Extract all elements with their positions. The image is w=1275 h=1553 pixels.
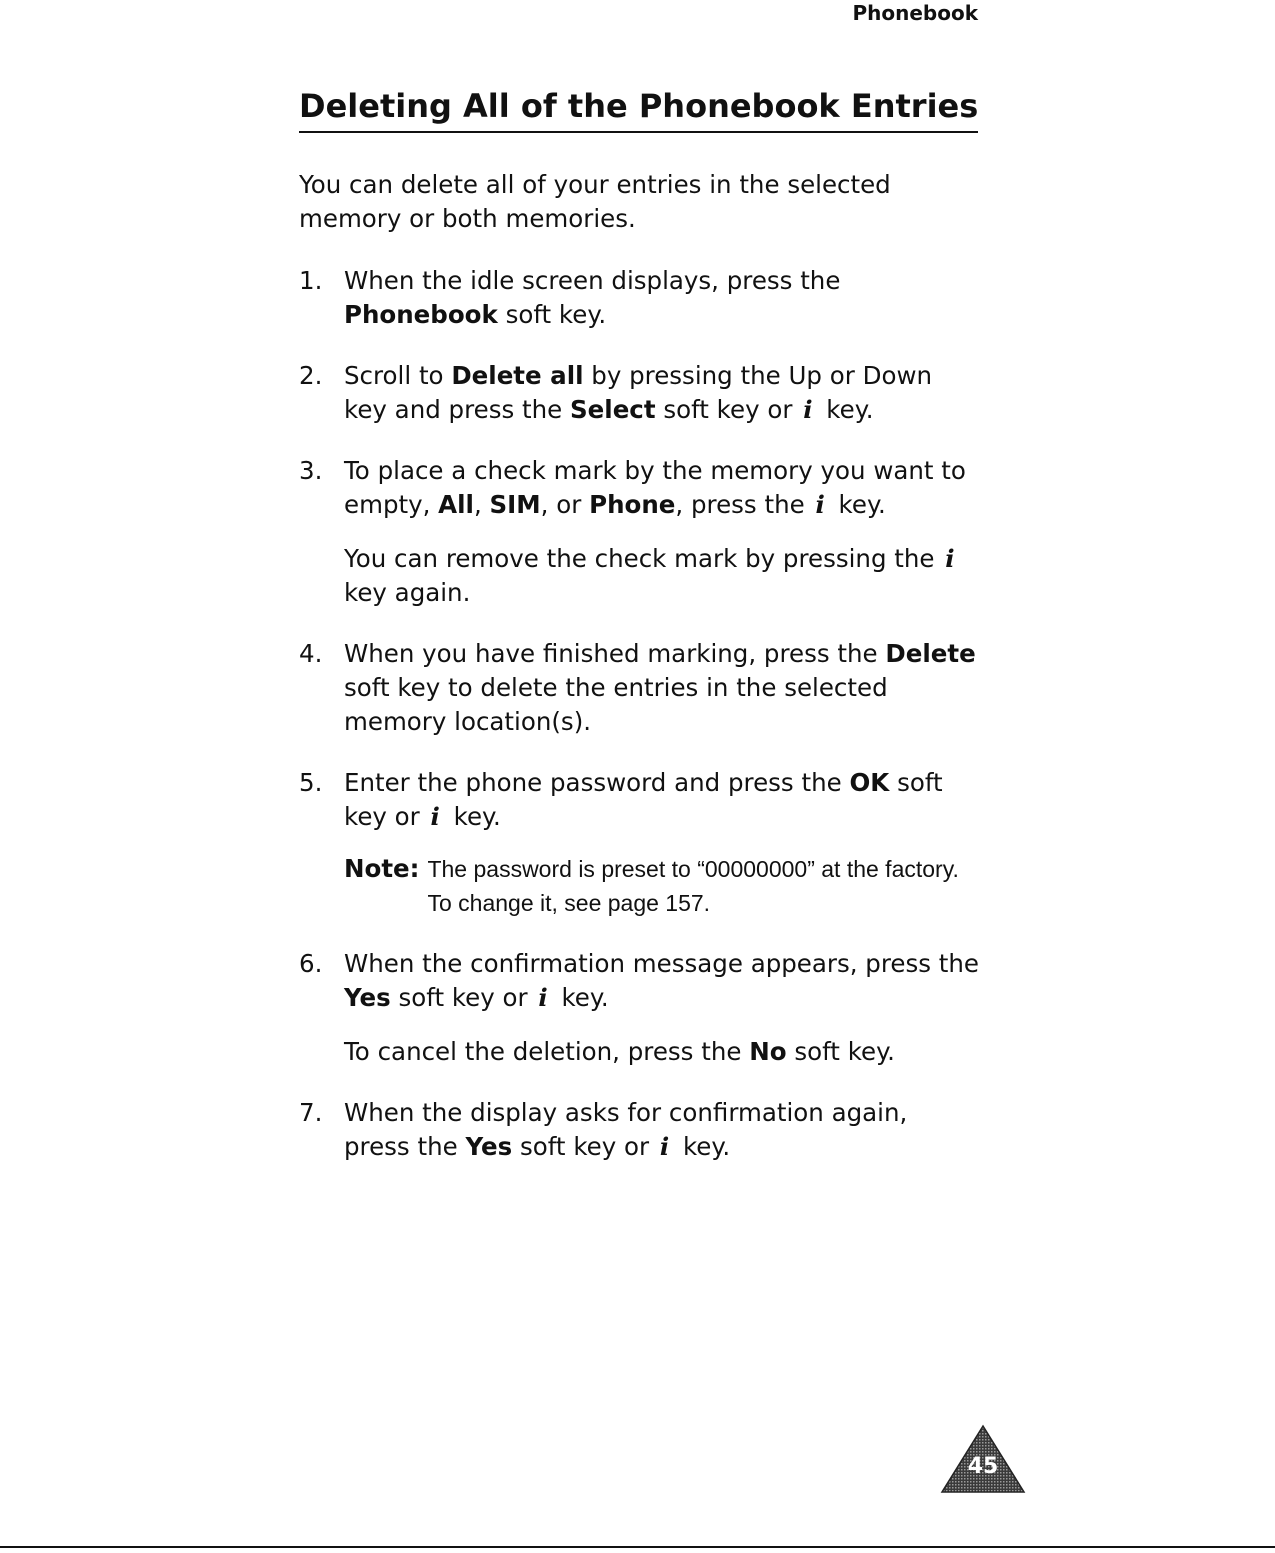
step-number: 4.: [299, 639, 323, 668]
option-name: Phone: [589, 490, 676, 519]
note-label: Note:: [344, 854, 420, 883]
key-name: No: [749, 1037, 787, 1066]
step-subparagraph: To cancel the deletion, press the No soft key.: [344, 1037, 895, 1066]
step-number: 3.: [299, 456, 323, 485]
i-key-icon: i: [945, 544, 955, 573]
menu-name: Delete all: [451, 361, 584, 390]
step-number: 5.: [299, 768, 323, 797]
step-subparagraph: You can remove the check mark by pressing the i key again.: [344, 544, 955, 607]
intro-paragraph: You can delete all of your entries in the selected memory or both memories.: [299, 170, 891, 233]
page-number: 45: [967, 1454, 999, 1479]
key-name: Yes: [344, 983, 391, 1012]
title-underline: [299, 131, 978, 133]
step-number: 6.: [299, 949, 323, 978]
key-name: Yes: [465, 1132, 513, 1161]
key-name: OK: [849, 768, 890, 797]
option-name: All: [438, 490, 474, 519]
note: [344, 852, 979, 920]
i-key-icon: i: [815, 490, 825, 519]
note-text: The password is preset to “00000000” at the factory. To change it, see page 157.: [427, 856, 959, 916]
step-text: Scroll to Delete all by pressing the Up or Down key and press the Select soft key or i key.: [344, 359, 979, 427]
key-name: Select: [570, 395, 656, 424]
step-text: To place a check mark by the memory you want to empty, All, SIM, or Phone, press the i key.: [344, 454, 979, 522]
i-key-icon: i: [430, 802, 440, 831]
bottom-rule: [0, 1546, 1275, 1548]
step-number: 2.: [299, 361, 323, 390]
option-name: SIM: [489, 490, 541, 519]
step-text: When the idle screen displays, press the Phonebook soft key.: [344, 266, 841, 329]
body-content: [299, 168, 979, 1191]
i-key-icon: i: [538, 983, 548, 1012]
step-4: [299, 637, 979, 739]
step-7: [299, 1096, 979, 1164]
step-3: [299, 454, 979, 610]
step-text: When you have finished marking, press the Delete soft key to delete the entries in the selected memory location(s).: [344, 639, 976, 736]
steps-list: [299, 264, 979, 1164]
step-number: 1.: [299, 266, 323, 295]
page-number-badge: [940, 1424, 1026, 1494]
step-text: Enter the phone password and press the OK soft key or i key.: [344, 766, 979, 834]
i-key-icon: i: [659, 1132, 670, 1161]
step-text: When the display asks for confirmation again, press the Yes soft key or i key.: [344, 1096, 979, 1164]
step-text: When the confirmation message appears, press the Yes soft key or i key.: [344, 947, 979, 1015]
key-name: Phonebook: [344, 300, 498, 329]
step-2: [299, 359, 979, 427]
step-1: [299, 264, 979, 332]
step-number: 7.: [299, 1098, 323, 1127]
step-6: [299, 947, 979, 1069]
running-header: Phonebook: [852, 1, 978, 25]
page-title: Deleting All of the Phonebook Entries: [299, 87, 979, 125]
step-5: [299, 766, 979, 920]
key-name: Delete: [885, 639, 976, 668]
i-key-icon: i: [803, 395, 813, 424]
